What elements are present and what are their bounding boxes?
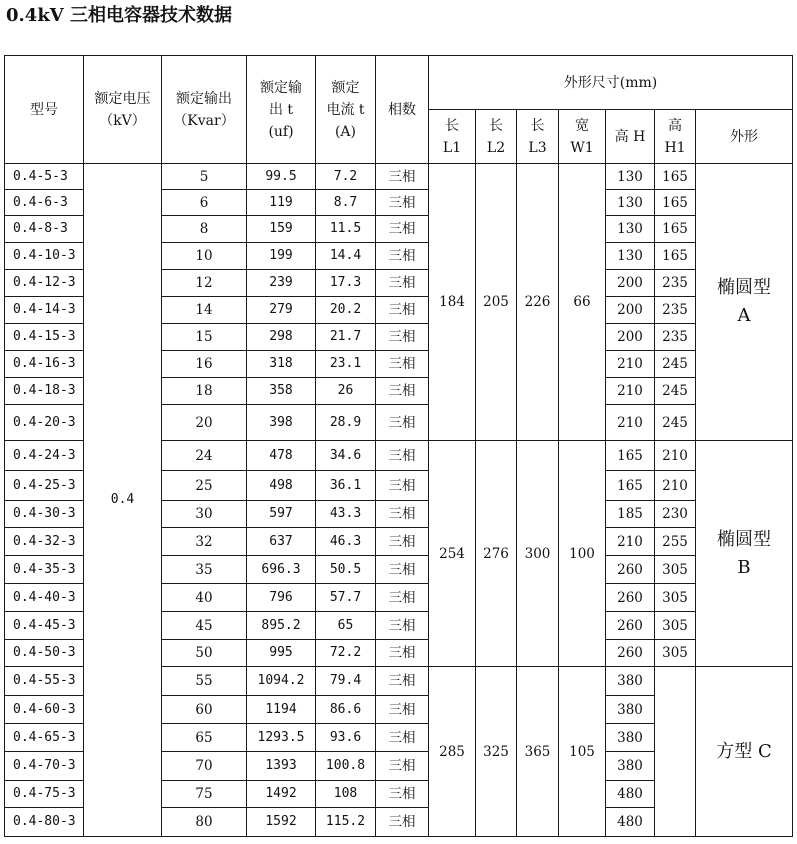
- cell-rated-output: 55: [162, 667, 247, 696]
- cell-height-h: 380: [606, 667, 655, 696]
- cell-phases: 三相: [376, 297, 429, 324]
- cell-rated-output: 24: [162, 441, 247, 471]
- cell-phases: 三相: [376, 696, 429, 724]
- cell-rated-output: 20: [162, 405, 247, 441]
- cell-rated-output: 10: [162, 243, 247, 270]
- cell-height-h: 130: [606, 216, 655, 243]
- header-length-l3: 长 L3: [517, 110, 559, 164]
- cell-capacitance: 1492: [247, 781, 316, 808]
- cell-height-h1: 245: [655, 351, 696, 378]
- cell-rated-output: 80: [162, 808, 247, 837]
- cell-dim-l1: 254: [429, 441, 476, 667]
- cell-current: 79.4: [316, 667, 376, 696]
- cell-phases: 三相: [376, 164, 429, 190]
- cell-phases: 三相: [376, 640, 429, 667]
- cell-model: 0.4-30-3: [5, 501, 84, 528]
- cell-dim-l3: 365: [517, 667, 559, 837]
- cell-phases: 三相: [376, 216, 429, 243]
- cell-current: 50.5: [316, 556, 376, 584]
- cell-current: 115.2: [316, 808, 376, 837]
- header-rated-capacitance: 额定输 出 t (uf): [247, 56, 316, 164]
- cell-phases: 三相: [376, 528, 429, 556]
- cell-phases: 三相: [376, 501, 429, 528]
- cell-model: 0.4-12-3: [5, 270, 84, 297]
- cell-capacitance: 398: [247, 405, 316, 441]
- cell-rated-output: 40: [162, 584, 247, 612]
- cell-model: 0.4-55-3: [5, 667, 84, 696]
- cell-rated-output: 16: [162, 351, 247, 378]
- cell-capacitance: 498: [247, 471, 316, 501]
- cell-capacitance: 696.3: [247, 556, 316, 584]
- cell-model: 0.4-6-3: [5, 190, 84, 216]
- cell-height-h: 380: [606, 696, 655, 724]
- cell-phases: 三相: [376, 667, 429, 696]
- cell-capacitance: 298: [247, 324, 316, 351]
- cell-phases: 三相: [376, 584, 429, 612]
- cell-rated-output: 75: [162, 781, 247, 808]
- cell-height-h1: 245: [655, 378, 696, 405]
- cell-phases: 三相: [376, 351, 429, 378]
- cell-dim-l3: 300: [517, 441, 559, 667]
- cell-rated-output: 18: [162, 378, 247, 405]
- cell-height-h1: [655, 667, 696, 837]
- header-width-w1: 宽 W1: [559, 110, 606, 164]
- cell-height-h: 480: [606, 781, 655, 808]
- cell-rated-output: 65: [162, 724, 247, 752]
- cell-height-h: 130: [606, 164, 655, 190]
- cell-phases: 三相: [376, 324, 429, 351]
- cell-capacitance: 637: [247, 528, 316, 556]
- cell-rated-voltage: 0.4: [84, 164, 162, 837]
- shape-label: 椭圆型: [717, 277, 772, 298]
- cell-model: 0.4-50-3: [5, 640, 84, 667]
- cell-dim-l3: 226: [517, 164, 559, 441]
- cell-current: 72.2: [316, 640, 376, 667]
- cell-height-h: 210: [606, 405, 655, 441]
- cell-rated-output: 8: [162, 216, 247, 243]
- cell-capacitance: 1293.5: [247, 724, 316, 752]
- cell-model: 0.4-25-3: [5, 471, 84, 501]
- cell-height-h: 260: [606, 584, 655, 612]
- cell-height-h: 210: [606, 528, 655, 556]
- cell-capacitance: 279: [247, 297, 316, 324]
- cell-capacitance: 1393: [247, 752, 316, 781]
- cell-phases: 三相: [376, 612, 429, 640]
- cell-height-h1: 165: [655, 190, 696, 216]
- header-rated-output: 额定输出 （Kvar）: [162, 56, 247, 164]
- table-body: [5, 164, 793, 837]
- cell-height-h1: 210: [655, 471, 696, 501]
- cell-capacitance: 358: [247, 378, 316, 405]
- cell-rated-output: 15: [162, 324, 247, 351]
- cell-current: 36.1: [316, 471, 376, 501]
- cell-height-h1: 305: [655, 640, 696, 667]
- cell-capacitance: 1194: [247, 696, 316, 724]
- cell-current: 28.9: [316, 405, 376, 441]
- cell-height-h: 380: [606, 752, 655, 781]
- cell-model: 0.4-14-3: [5, 297, 84, 324]
- cell-model: 0.4-32-3: [5, 528, 84, 556]
- cell-height-h1: 210: [655, 441, 696, 471]
- cell-dim-l1: 285: [429, 667, 476, 837]
- header-height-h1: 高 H1: [655, 110, 696, 164]
- cell-capacitance: 895.2: [247, 612, 316, 640]
- cell-current: 86.6: [316, 696, 376, 724]
- cell-current: 100.8: [316, 752, 376, 781]
- cell-height-h1: 235: [655, 297, 696, 324]
- cell-height-h: 260: [606, 556, 655, 584]
- cell-height-h: 200: [606, 270, 655, 297]
- cell-model: 0.4-10-3: [5, 243, 84, 270]
- cell-dim-w1: 66: [559, 164, 606, 441]
- cell-capacitance: 995: [247, 640, 316, 667]
- cell-current: 46.3: [316, 528, 376, 556]
- cell-phases: 三相: [376, 471, 429, 501]
- cell-dim-l2: 325: [476, 667, 517, 837]
- cell-model: 0.4-18-3: [5, 378, 84, 405]
- cell-height-h1: 165: [655, 243, 696, 270]
- cell-capacitance: 239: [247, 270, 316, 297]
- cell-model: 0.4-80-3: [5, 808, 84, 837]
- shape-sublabel: B: [737, 556, 751, 578]
- cell-phases: 三相: [376, 556, 429, 584]
- cell-current: 11.5: [316, 216, 376, 243]
- cell-capacitance: 318: [247, 351, 316, 378]
- cell-current: 21.7: [316, 324, 376, 351]
- cell-rated-output: 35: [162, 556, 247, 584]
- cell-current: 8.7: [316, 190, 376, 216]
- header-length-l2: 长 L2: [476, 110, 517, 164]
- cell-shape: [696, 667, 793, 837]
- cell-current: 20.2: [316, 297, 376, 324]
- cell-dim-w1: 100: [559, 441, 606, 667]
- cell-current: 93.6: [316, 724, 376, 752]
- cell-height-h: 260: [606, 612, 655, 640]
- cell-model: 0.4-45-3: [5, 612, 84, 640]
- cell-model: 0.4-5-3: [5, 164, 84, 190]
- cell-rated-output: 60: [162, 696, 247, 724]
- cell-phases: 三相: [376, 441, 429, 471]
- cell-phases: 三相: [376, 378, 429, 405]
- page-title: 0.4kV 三相电容器技术数据: [6, 5, 233, 26]
- cell-rated-output: 12: [162, 270, 247, 297]
- cell-height-h1: 255: [655, 528, 696, 556]
- cell-height-h1: 245: [655, 405, 696, 441]
- cell-current: 7.2: [316, 164, 376, 190]
- shape-label: 方型 C: [716, 740, 772, 762]
- cell-height-h: 480: [606, 808, 655, 837]
- header-phases: 相数: [376, 56, 429, 164]
- cell-dim-l2: 276: [476, 441, 517, 667]
- cell-current: 108: [316, 781, 376, 808]
- cell-phases: 三相: [376, 808, 429, 837]
- cell-model: 0.4-40-3: [5, 584, 84, 612]
- capacitor-spec-table: [4, 55, 793, 837]
- cell-dim-l1: 184: [429, 164, 476, 441]
- cell-height-h1: 165: [655, 216, 696, 243]
- table-row: [5, 164, 793, 190]
- cell-model: 0.4-8-3: [5, 216, 84, 243]
- cell-current: 14.4: [316, 243, 376, 270]
- cell-rated-output: 50: [162, 640, 247, 667]
- cell-current: 43.3: [316, 501, 376, 528]
- cell-height-h1: 305: [655, 556, 696, 584]
- cell-height-h: 165: [606, 441, 655, 471]
- cell-dim-w1: 105: [559, 667, 606, 837]
- header-height-h: 高 H: [606, 110, 655, 164]
- cell-current: 26: [316, 378, 376, 405]
- cell-rated-output: 32: [162, 528, 247, 556]
- cell-phases: 三相: [376, 752, 429, 781]
- cell-rated-output: 30: [162, 501, 247, 528]
- cell-current: 23.1: [316, 351, 376, 378]
- cell-current: 57.7: [316, 584, 376, 612]
- cell-height-h: 380: [606, 724, 655, 752]
- cell-height-h: 130: [606, 190, 655, 216]
- cell-model: 0.4-65-3: [5, 724, 84, 752]
- shape-label: 椭圆型: [717, 528, 772, 550]
- cell-capacitance: 796: [247, 584, 316, 612]
- cell-height-h: 165: [606, 471, 655, 501]
- cell-current: 17.3: [316, 270, 376, 297]
- cell-rated-output: 6: [162, 190, 247, 216]
- header-shape: 外形: [696, 110, 793, 164]
- cell-current: 34.6: [316, 441, 376, 471]
- cell-capacitance: 1592: [247, 808, 316, 837]
- cell-rated-output: 25: [162, 471, 247, 501]
- cell-capacitance: 159: [247, 216, 316, 243]
- cell-model: 0.4-60-3: [5, 696, 84, 724]
- header-length-l1: 长 L1: [429, 110, 476, 164]
- cell-phases: 三相: [376, 270, 429, 297]
- cell-height-h1: 235: [655, 324, 696, 351]
- cell-height-h1: 305: [655, 584, 696, 612]
- cell-phases: 三相: [376, 781, 429, 808]
- header-rated-current: 额定 电流 t (A): [316, 56, 376, 164]
- cell-height-h1: 165: [655, 164, 696, 190]
- cell-height-h: 185: [606, 501, 655, 528]
- cell-shape: [696, 441, 793, 667]
- cell-capacitance: 99.5: [247, 164, 316, 190]
- cell-rated-output: 5: [162, 164, 247, 190]
- cell-phases: 三相: [376, 405, 429, 441]
- cell-height-h1: 230: [655, 501, 696, 528]
- cell-phases: 三相: [376, 190, 429, 216]
- cell-model: 0.4-35-3: [5, 556, 84, 584]
- cell-capacitance: 597: [247, 501, 316, 528]
- header-rated-voltage: 额定电压 （kV）: [84, 56, 162, 164]
- cell-height-h: 200: [606, 324, 655, 351]
- cell-rated-output: 14: [162, 297, 247, 324]
- cell-capacitance: 1094.2: [247, 667, 316, 696]
- cell-rated-output: 70: [162, 752, 247, 781]
- cell-shape: [696, 164, 793, 441]
- cell-dim-l2: 205: [476, 164, 517, 441]
- cell-model: 0.4-24-3: [5, 441, 84, 471]
- shape-sublabel: A: [737, 305, 751, 326]
- cell-current: 65: [316, 612, 376, 640]
- cell-height-h1: 305: [655, 612, 696, 640]
- cell-model: 0.4-20-3: [5, 405, 84, 441]
- cell-height-h: 210: [606, 351, 655, 378]
- cell-rated-output: 45: [162, 612, 247, 640]
- cell-model: 0.4-75-3: [5, 781, 84, 808]
- cell-height-h: 210: [606, 378, 655, 405]
- cell-height-h: 200: [606, 297, 655, 324]
- cell-model: 0.4-16-3: [5, 351, 84, 378]
- header-dimensions: 外形尺寸(mm): [429, 56, 793, 110]
- cell-capacitance: 119: [247, 190, 316, 216]
- cell-height-h: 130: [606, 243, 655, 270]
- header-model: 型号: [5, 56, 84, 164]
- cell-phases: 三相: [376, 243, 429, 270]
- cell-model: 0.4-15-3: [5, 324, 84, 351]
- cell-height-h: 260: [606, 640, 655, 667]
- cell-phases: 三相: [376, 724, 429, 752]
- cell-height-h1: 235: [655, 270, 696, 297]
- cell-capacitance: 478: [247, 441, 316, 471]
- cell-capacitance: 199: [247, 243, 316, 270]
- cell-model: 0.4-70-3: [5, 752, 84, 781]
